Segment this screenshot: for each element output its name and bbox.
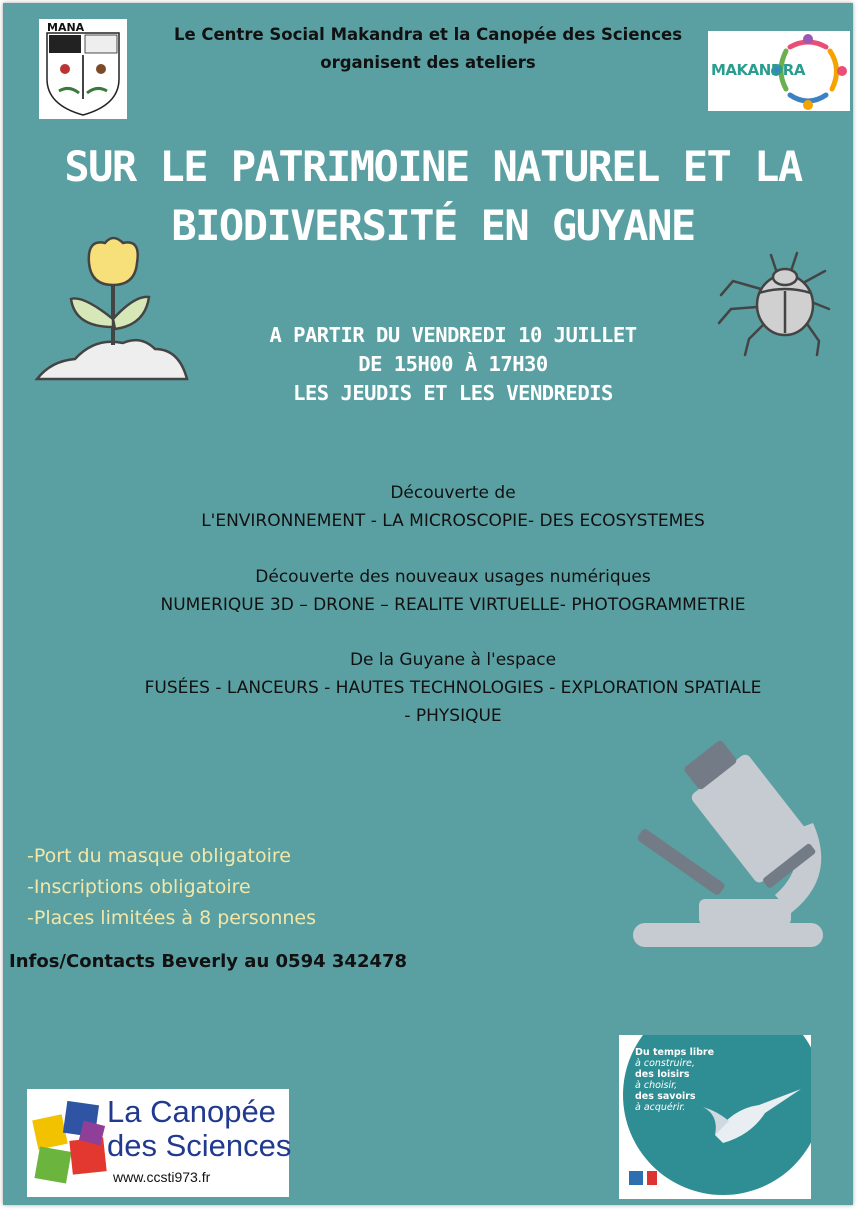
bug-icon [715,249,833,357]
quartiers-line-4: à choisir, [635,1080,678,1091]
makandra-logo-text: MAKANDRA [711,61,805,79]
activity-topics-line-2: - PHYSIQUE [404,706,502,726]
canopee-url: www.ccsti973.fr [113,1169,211,1185]
note-registration: -Inscriptions obligatoire [27,876,251,898]
quartiers-ete-text [635,1047,755,1113]
organizers-line-2: organisent des ateliers [320,53,536,72]
quartiers-line-1: Du temps libre [635,1047,715,1058]
mana-logo-text: MANA [47,21,85,34]
plant-icon [31,235,191,383]
activity-heading: Découverte de [390,483,516,503]
note-mask: -Port du masque obligatoire [27,845,291,867]
requirements [27,841,316,934]
canopee-line-2: des Sciences [107,1128,292,1163]
activity-topics: FUSÉES - LANCEURS - HAUTES TECHNOLOGIES - EXPLORATION SPATIALE [144,678,762,698]
activity-heading: De la Guyane à l'espace [349,650,557,670]
activity-topics: NUMERIQUE 3D – DRONE – REALITE VIRTUELLE- PHOTOGRAMMETRIE [160,595,746,615]
canopee-logo-text [107,1095,291,1163]
quartiers-line-2: à construire, [635,1058,695,1069]
activity-environment [63,479,843,535]
microscope-icon [631,727,837,953]
activity-digital [63,563,843,619]
activity-heading: Découverte des nouveaux usages numériques [255,567,651,587]
note-places: -Places limitées à 8 personnes [27,907,316,929]
organizers-line-1: Le Centre Social Makandra et la Canopée des Sciences [173,25,683,44]
quartiers-line-6: à acquérir. [635,1102,686,1113]
title-line-1: SUR LE PATRIMOINE NATUREL ET LA [64,142,802,191]
contact-info: Infos/Contacts Beverly au 0594 342478 [9,951,408,972]
poster [3,3,853,1205]
activity-space [63,646,843,730]
organizers-text [143,21,713,77]
mana-logo [39,19,127,119]
quartiers-line-3: des loisirs [635,1069,690,1080]
activity-topics: L'ENVIRONNEMENT - LA MICROSCOPIE- DES ECOSYSTEMES [201,511,705,531]
schedule [203,321,703,408]
canopee-line-1: La Canopée [107,1094,276,1129]
quartiers-line-5: des savoirs [635,1091,696,1102]
title-line-2: BIODIVERSITÉ EN GUYANE [171,201,695,250]
schedule-line-3: LES JEUDIS ET LES VENDREDIS [293,381,613,405]
schedule-line-2: DE 15H00 À 17H30 [358,352,548,376]
schedule-line-1: A PARTIR DU VENDREDI 10 JUILLET [269,323,637,347]
